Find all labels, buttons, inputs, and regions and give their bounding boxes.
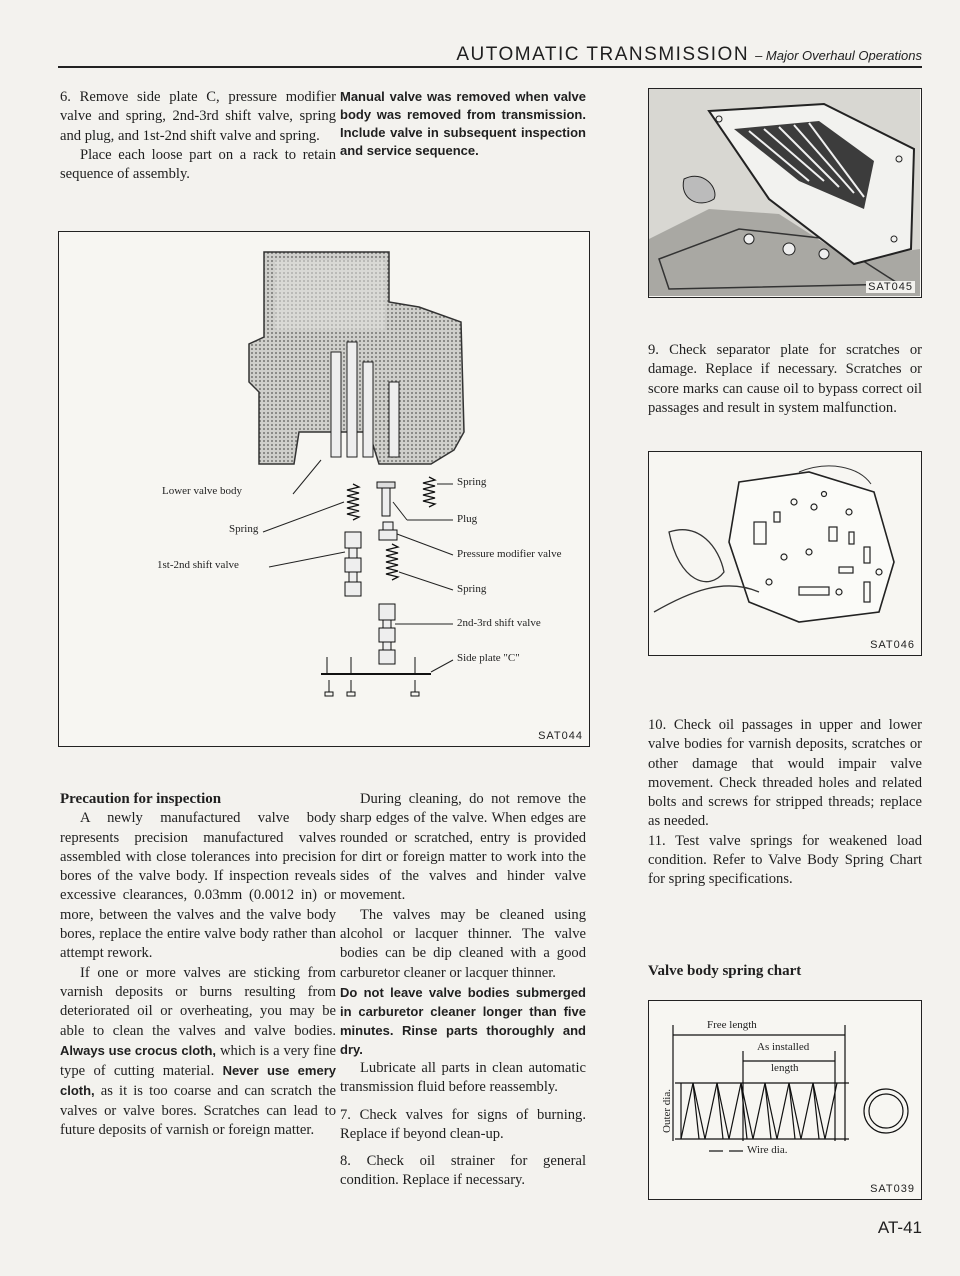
step-7: 7. Check valves for signs of burning. Replace if beyond clean-up. [340,1106,586,1142]
left-column-bottom [60,790,336,1140]
para-2-text-a: If one or more valves are sticking from varnish deposits or burns resulting from deteriorated oil or overheating, you may be able to clean the valves and valve bodies. [60,964,336,1039]
label-1st-2nd-shift-valve: 1st-2nd shift valve [157,559,239,571]
left-column-top [60,88,336,184]
step-6: 6. Remove side plate C, pressure modifier valve and spring, 2nd-3rd shift valve, spring and plug, and 1st-2nd shift valve and spring. [60,89,336,144]
header-main-title: AUTOMATIC TRANSMISSION [456,44,750,65]
precaution-para-2 [60,964,336,1141]
figure-code: SAT045 [868,281,913,293]
right-column-step-9 [648,341,922,418]
valve-body-exploded-drawing [59,232,588,745]
precaution-heading: Precaution for inspection [60,791,222,807]
header-subtitle: – Major Overhaul Operations [755,48,922,63]
figure-code: SAT046 [870,639,915,651]
figure-code: SAT039 [870,1183,915,1195]
label-lower-valve-body: Lower valve body [162,485,243,497]
step-11: 11. Test valve springs for weakened load condition. Refer to Valve Body Spring Chart for spring specifications. [648,832,922,888]
precaution-para-1: A newly manufactured valve body represents precision manufactured valves assembled with close tolerances into precision bores of the valve body. If inspection reveals excessive clearances, 0.03mm (0.0012 in) or more, between the valves and the valve body bores, replace the entire valve body rather than attempt rework. [60,810,336,962]
label-wire-dia: Wire dia. [747,1144,788,1156]
page-number: AT-41 [877,1218,922,1237]
label-pressure-modifier-valve: Pressure modifier valve [457,548,562,560]
figure-sat046 [648,451,922,656]
label-plug: Plug [457,513,478,525]
para-2-text-e: as it is too coarse and can scratch the valves or valve bores. Scratches can lead to future deposits of varnish or foreign matter. [60,1083,336,1139]
header-rule [58,66,922,68]
cleaning-para-2: The valves may be cleaned using alcohol or lacquer thinner. The valve bodies can be dip cleaned with a good carburetor cleaner or lacquer thinner. [340,906,586,981]
middle-column-bottom [340,790,586,1191]
crocus-cloth-emphasis: Always use crocus cloth, [60,1042,217,1058]
spring-chart-heading: Valve body spring chart [648,963,802,979]
label-spring-left: Spring [229,523,259,535]
label-as-installed: As installed [757,1041,810,1053]
lubricate-note: Lubricate all parts in clean automatic transmission fluid before reassembly. [340,1059,586,1096]
para-2-text-c: which is a very fine type of cutting material. [60,1042,336,1080]
figure-sat045 [648,88,922,298]
label-outer-dia: Outer dia. [660,1089,673,1133]
header-title [456,44,922,66]
figure-sat044 [58,231,590,747]
step-8: 8. Check oil strainer for general condition. Replace if necessary. [340,1153,586,1189]
oil-strainer-photo [649,89,920,296]
manual-valve-note: Manual valve was removed when valve body was removed from transmission. Include valve in subsequent inspection and service sequence. [340,89,586,158]
emery-cloth-emphasis: Never use emery cloth, [60,1063,336,1099]
label-spring-top: Spring [457,476,487,488]
middle-column-top [340,88,586,160]
label-spring-mid: Spring [457,583,487,595]
figure-sat039 [648,1000,922,1200]
label-length: length [771,1062,799,1074]
step-9: 9. Check separator plate for scratches or damage. Replace if necessary. Scratches or score marks can cause oil to bypass correct oil passages and result in system malfunction. [648,342,922,416]
step-6-note: Place each loose part on a rack to retain sequence of assembly. [60,146,336,183]
submerge-warning: Do not leave valve bodies submerged in carburetor cleaner longer than five minutes. Rinse parts thoroughly and dry. [340,984,586,1057]
spring-dimension-diagram [649,1001,920,1198]
figure-code: SAT044 [538,730,583,742]
right-column-steps [648,716,922,890]
label-side-plate-c: Side plate "C" [457,652,520,664]
label-free-length: Free length [707,1019,757,1031]
cleaning-para-1: During cleaning, do not remove the sharp edges of the valve. When edges are rounded or scratched, entry is provided for dirt or foreign matter to work into the sides of the valves and hinder valve movement. [340,791,586,904]
separator-plate-drawing [649,452,920,654]
spring-chart-heading-wrap [648,962,922,981]
label-2nd-3rd-shift-valve: 2nd-3rd shift valve [457,617,541,629]
page-header [0,44,960,74]
step-10: 10. Check oil passages in upper and lower valve bodies for varnish deposits, scratches or other damage that would impair valve movement. Check threaded holes and related bolts and screws for stripped threads; replace as needed. [648,717,922,830]
